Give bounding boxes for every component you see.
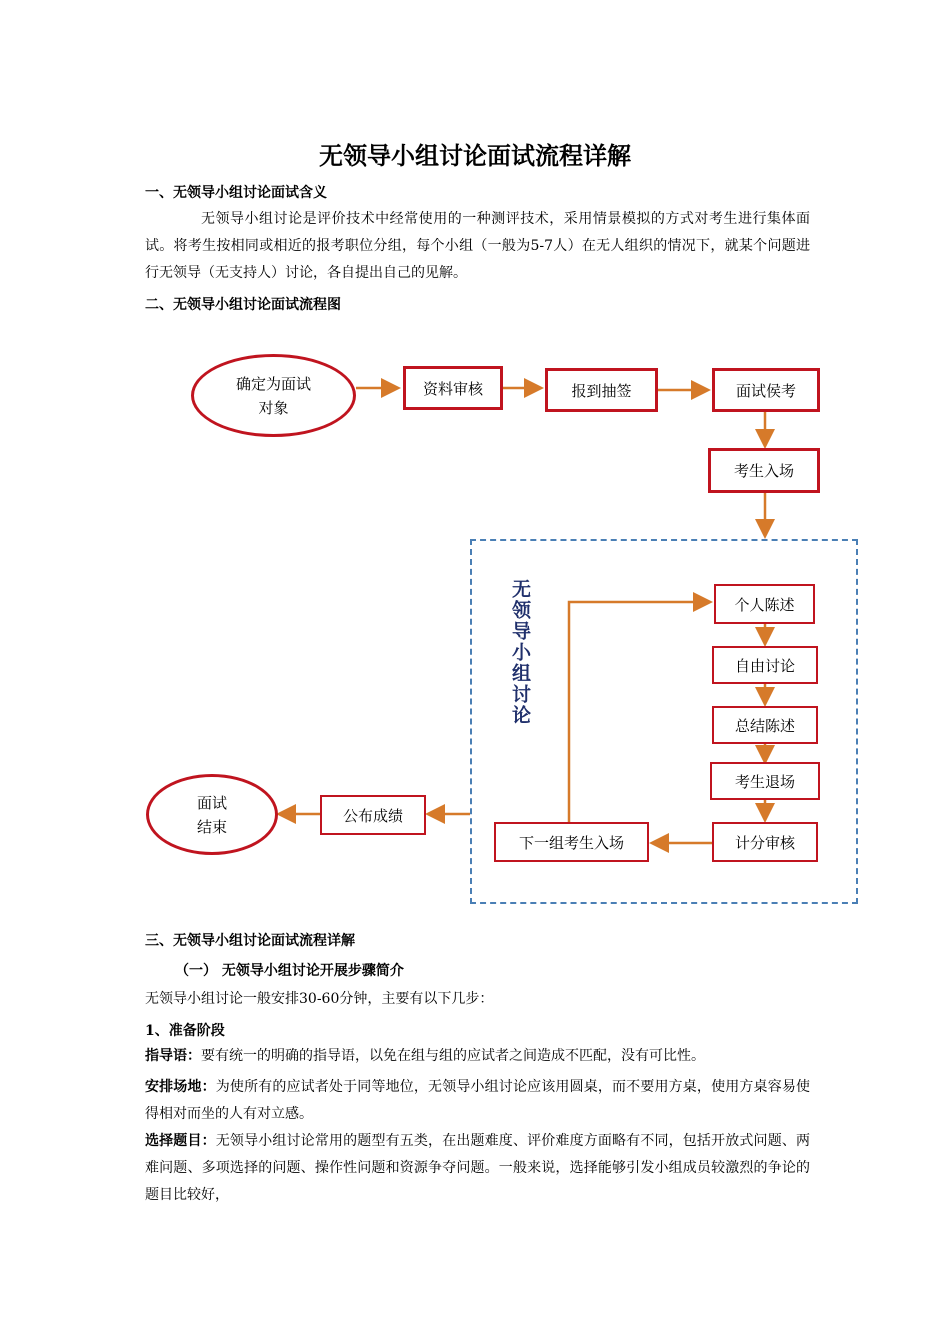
start-node bbox=[191, 354, 356, 437]
item-venue-text: 为使所有的应试者处于同等地位，无领导小组讨论应该用圆桌，而不要用方桌，使用方桌容易使得相对而坐的人有对立感。 bbox=[145, 1079, 811, 1122]
section-1-heading: 一、无领导小组讨论面试含义 bbox=[145, 185, 327, 201]
exit-node: 考生退场 bbox=[710, 762, 820, 800]
statement-node: 个人陈述 bbox=[714, 584, 815, 624]
step-1-heading: 1、准备阶段 bbox=[145, 1023, 225, 1039]
wait-node: 面试侯考 bbox=[712, 368, 820, 412]
page-title: 无领导小组讨论面试流程详解 bbox=[319, 141, 631, 170]
next-group-node: 下一组考生入场 bbox=[494, 822, 649, 862]
checkin-node: 报到抽签 bbox=[545, 368, 658, 412]
item-venue bbox=[145, 1074, 810, 1128]
summary-node: 总结陈述 bbox=[712, 706, 818, 744]
scoring-node: 计分审核 bbox=[712, 822, 818, 862]
item-topic bbox=[145, 1128, 810, 1209]
enter-node: 考生入场 bbox=[708, 448, 820, 493]
publish-node: 公布成绩 bbox=[320, 795, 426, 835]
end-node-line-2: 结束 bbox=[196, 817, 227, 836]
section-3-heading: 三、无领导小组讨论面试流程详解 bbox=[145, 933, 355, 949]
end-node-line-1: 面试 bbox=[196, 793, 227, 812]
section-1-text: 无领导小组讨论是评价技术中经常使用的一种测评技术，采用情景模拟的方式对考生进行集体面试。将考生按相同或相近的报考职位分组，每个小组（一般为5-7人）在无人组织的情况下，就某个问题进行无领导（无支持人）讨论，各自提出自己的见解。 bbox=[145, 211, 810, 281]
item-topic-text: 无领导小组讨论常用的题型有五类，在出题难度、评价难度方面略有不同，包括开放式问题、两难问题、多项选择的问题、操作性问题和资源争夺问题。一般来说，选择能够引发小组成员较激烈的争论的题目比较好， bbox=[145, 1133, 811, 1203]
section-2-heading: 二、无领导小组讨论面试流程图 bbox=[145, 297, 341, 313]
start-node-line-1: 确定为面试 bbox=[235, 374, 311, 393]
item-venue-label: 安排场地： bbox=[145, 1079, 216, 1095]
end-node bbox=[146, 774, 278, 855]
item-guidance bbox=[145, 1043, 810, 1070]
section-3-subheading: （一） 无领导小组讨论开展步骤简介 bbox=[175, 963, 404, 979]
item-topic-label: 选择题目： bbox=[145, 1133, 216, 1149]
free-discussion-node: 自由讨论 bbox=[712, 646, 818, 684]
start-node-line-2: 对象 bbox=[258, 398, 289, 417]
review-node: 资料审核 bbox=[403, 366, 503, 410]
item-guidance-text: 要有统一的明确的指导语，以免在组与组的应试者之间造成不匹配，没有可比性。 bbox=[201, 1048, 705, 1064]
group-discussion-title: 无领导小组讨论 bbox=[509, 578, 531, 726]
item-guidance-label: 指导语： bbox=[145, 1048, 201, 1064]
section-3-intro: 无领导小组讨论一般安排30-60分钟，主要有以下几步： bbox=[145, 991, 494, 1007]
